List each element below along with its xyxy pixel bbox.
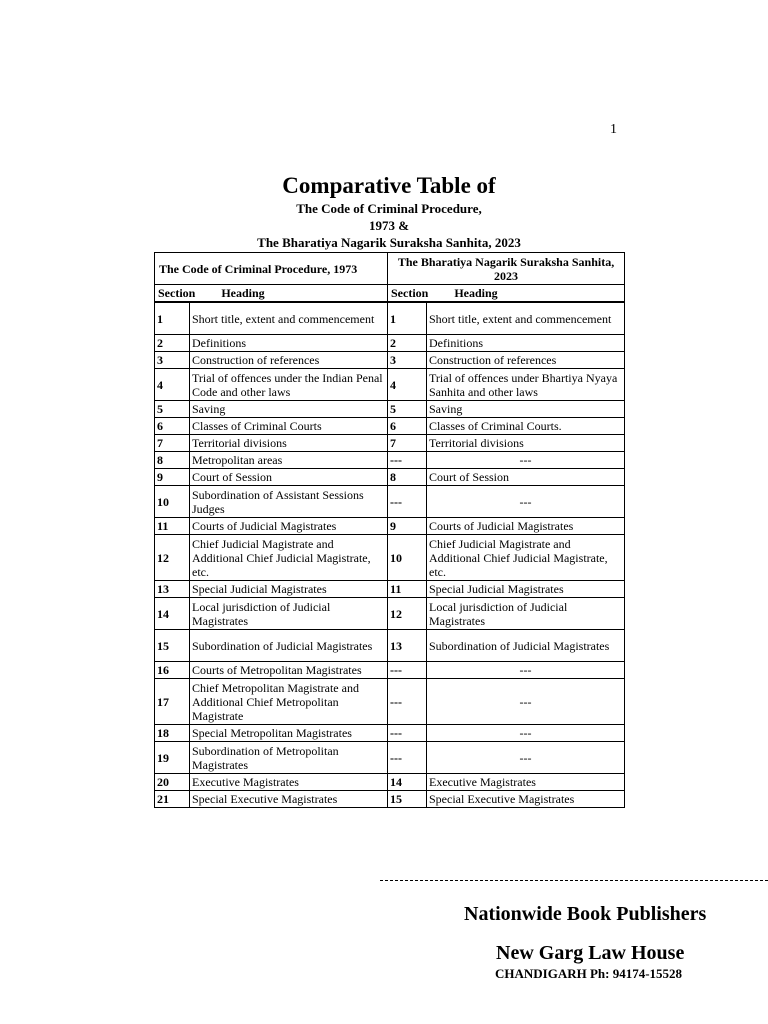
bnss-section-cell: 13 [388, 630, 427, 662]
crpc-heading-cell: Special Executive Magistrates [190, 791, 388, 808]
bnss-section-cell: 3 [388, 352, 427, 369]
bnss-heading-cell: --- [427, 452, 625, 469]
bnss-heading-cell: --- [427, 725, 625, 742]
crpc-heading-cell: Subordination of Assistant Sessions Judges [190, 486, 388, 518]
bnss-heading-cell: Subordination of Judicial Magistrates [427, 630, 625, 662]
contact-line: CHANDIGARH Ph: 94174-15528 [495, 966, 683, 981]
table-row [155, 662, 625, 679]
crpc-column-title: The Code of Criminal Procedure, 1973 [155, 253, 388, 285]
bnss-heading-cell: --- [427, 662, 625, 679]
crpc-heading-cell: Courts of Judicial Magistrates [190, 518, 388, 535]
bnss-heading-cell: Executive Magistrates [427, 774, 625, 791]
subtitle-line-3: The Bharatiya Nagarik Suraksha Sanhita, 2023 [257, 235, 521, 250]
crpc-section-label: Section [158, 286, 196, 300]
bnss-heading-cell: --- [427, 679, 625, 725]
table-label-row [155, 285, 625, 303]
crpc-heading-label: Heading [221, 286, 265, 300]
table-row [155, 535, 625, 581]
crpc-heading-cell: Chief Judicial Magistrate and Additional Chief Judicial Magistrate, etc. [190, 535, 388, 581]
bnss-column-title: The Bharatiya Nagarik Suraksha Sanhita, 2023 [388, 253, 625, 285]
table-row [155, 518, 625, 535]
footer-divider [380, 880, 768, 881]
crpc-section-cell: 16 [155, 662, 190, 679]
table-row [155, 742, 625, 774]
subtitle-line-1: The Code of Criminal Procedure, [296, 201, 482, 216]
table-row [155, 791, 625, 808]
crpc-section-cell: 2 [155, 335, 190, 352]
crpc-heading-cell: Metropolitan areas [190, 452, 388, 469]
bnss-section-cell: 8 [388, 469, 427, 486]
bnss-heading-label: Heading [454, 286, 498, 300]
table-row [155, 630, 625, 662]
crpc-heading-cell: Classes of Criminal Courts [190, 418, 388, 435]
table-title-row [155, 253, 625, 285]
subtitle-line-2: 1973 & [368, 218, 410, 233]
table-row [155, 598, 625, 630]
bnss-section-cell: 1 [388, 302, 427, 335]
table-row [155, 418, 625, 435]
crpc-section-cell: 8 [155, 452, 190, 469]
bnss-section-label: Section [391, 286, 429, 300]
crpc-section-cell: 10 [155, 486, 190, 518]
bnss-section-cell: --- [388, 742, 427, 774]
crpc-section-cell: 5 [155, 401, 190, 418]
bnss-section-cell: 10 [388, 535, 427, 581]
table-row [155, 469, 625, 486]
crpc-heading-cell: Construction of references [190, 352, 388, 369]
bnss-heading-cell: Courts of Judicial Magistrates [427, 518, 625, 535]
crpc-section-cell: 18 [155, 725, 190, 742]
bnss-section-cell: --- [388, 486, 427, 518]
crpc-section-cell: 21 [155, 791, 190, 808]
crpc-heading-cell: Courts of Metropolitan Magistrates [190, 662, 388, 679]
crpc-section-cell: 7 [155, 435, 190, 452]
crpc-heading-cell: Subordination of Metropolitan Magistrates [190, 742, 388, 774]
crpc-section-cell: 6 [155, 418, 190, 435]
crpc-section-cell: 12 [155, 535, 190, 581]
table-row [155, 774, 625, 791]
table-row [155, 435, 625, 452]
bnss-section-cell: --- [388, 725, 427, 742]
crpc-heading-cell: Local jurisdiction of Judicial Magistrates [190, 598, 388, 630]
crpc-heading-cell: Saving [190, 401, 388, 418]
crpc-section-cell: 1 [155, 302, 190, 335]
bnss-heading-cell: Territorial divisions [427, 435, 625, 452]
crpc-heading-cell: Special Judicial Magistrates [190, 581, 388, 598]
bnss-heading-cell: Chief Judicial Magistrate and Additional Chief Judicial Magistrate, etc. [427, 535, 625, 581]
bnss-heading-cell: Special Executive Magistrates [427, 791, 625, 808]
publisher-name: Nationwide Book Publishers [464, 903, 707, 925]
crpc-heading-cell: Executive Magistrates [190, 774, 388, 791]
document-title: Comparative Table of [282, 173, 496, 198]
bnss-heading-cell: Local jurisdiction of Judicial Magistrates [427, 598, 625, 630]
bnss-heading-cell: Construction of references [427, 352, 625, 369]
crpc-section-cell: 17 [155, 679, 190, 725]
bnss-labels [388, 285, 625, 303]
crpc-section-cell: 9 [155, 469, 190, 486]
crpc-heading-cell: Territorial divisions [190, 435, 388, 452]
bnss-section-cell: 2 [388, 335, 427, 352]
bnss-section-cell: 6 [388, 418, 427, 435]
page-number: 1 [610, 122, 617, 137]
table-row [155, 581, 625, 598]
bnss-section-cell: 12 [388, 598, 427, 630]
table-row [155, 452, 625, 469]
table-row [155, 725, 625, 742]
bnss-section-cell: 4 [388, 369, 427, 401]
crpc-section-cell: 14 [155, 598, 190, 630]
table-row [155, 486, 625, 518]
bnss-heading-cell: Short title, extent and commencement [427, 302, 625, 335]
bnss-heading-cell: Court of Session [427, 469, 625, 486]
bnss-section-cell: 14 [388, 774, 427, 791]
bnss-section-cell: 11 [388, 581, 427, 598]
bnss-section-cell: 7 [388, 435, 427, 452]
crpc-heading-cell: Short title, extent and commencement [190, 302, 388, 335]
bnss-section-cell: --- [388, 662, 427, 679]
crpc-heading-cell: Chief Metropolitan Magistrate and Additional Chief Metropolitan Magistrate [190, 679, 388, 725]
crpc-section-cell: 4 [155, 369, 190, 401]
crpc-section-cell: 13 [155, 581, 190, 598]
crpc-section-cell: 20 [155, 774, 190, 791]
crpc-heading-cell: Special Metropolitan Magistrates [190, 725, 388, 742]
law-house-name: New Garg Law House [496, 942, 685, 964]
crpc-section-cell: 11 [155, 518, 190, 535]
crpc-section-cell: 19 [155, 742, 190, 774]
table-row [155, 679, 625, 725]
bnss-heading-cell: Definitions [427, 335, 625, 352]
bnss-heading-cell: Classes of Criminal Courts. [427, 418, 625, 435]
crpc-section-cell: 3 [155, 352, 190, 369]
crpc-labels [155, 285, 388, 303]
crpc-heading-cell: Definitions [190, 335, 388, 352]
comparative-table [154, 252, 625, 808]
bnss-heading-cell: Trial of offences under Bhartiya Nyaya Sanhita and other laws [427, 369, 625, 401]
bnss-section-cell: 9 [388, 518, 427, 535]
bnss-heading-cell: --- [427, 486, 625, 518]
bnss-heading-cell: Saving [427, 401, 625, 418]
bnss-section-cell: --- [388, 452, 427, 469]
table-row [155, 401, 625, 418]
crpc-heading-cell: Subordination of Judicial Magistrates [190, 630, 388, 662]
crpc-section-cell: 15 [155, 630, 190, 662]
bnss-section-cell: 15 [388, 791, 427, 808]
crpc-heading-cell: Court of Session [190, 469, 388, 486]
bnss-section-cell: --- [388, 679, 427, 725]
title-block [154, 172, 624, 251]
bnss-section-cell: 5 [388, 401, 427, 418]
bnss-heading-cell: Special Judicial Magistrates [427, 581, 625, 598]
table-row [155, 302, 625, 335]
table-body [155, 253, 625, 808]
bnss-heading-cell: --- [427, 742, 625, 774]
crpc-heading-cell: Trial of offences under the Indian Penal Code and other laws [190, 369, 388, 401]
table-row [155, 335, 625, 352]
table-row [155, 352, 625, 369]
table-row [155, 369, 625, 401]
